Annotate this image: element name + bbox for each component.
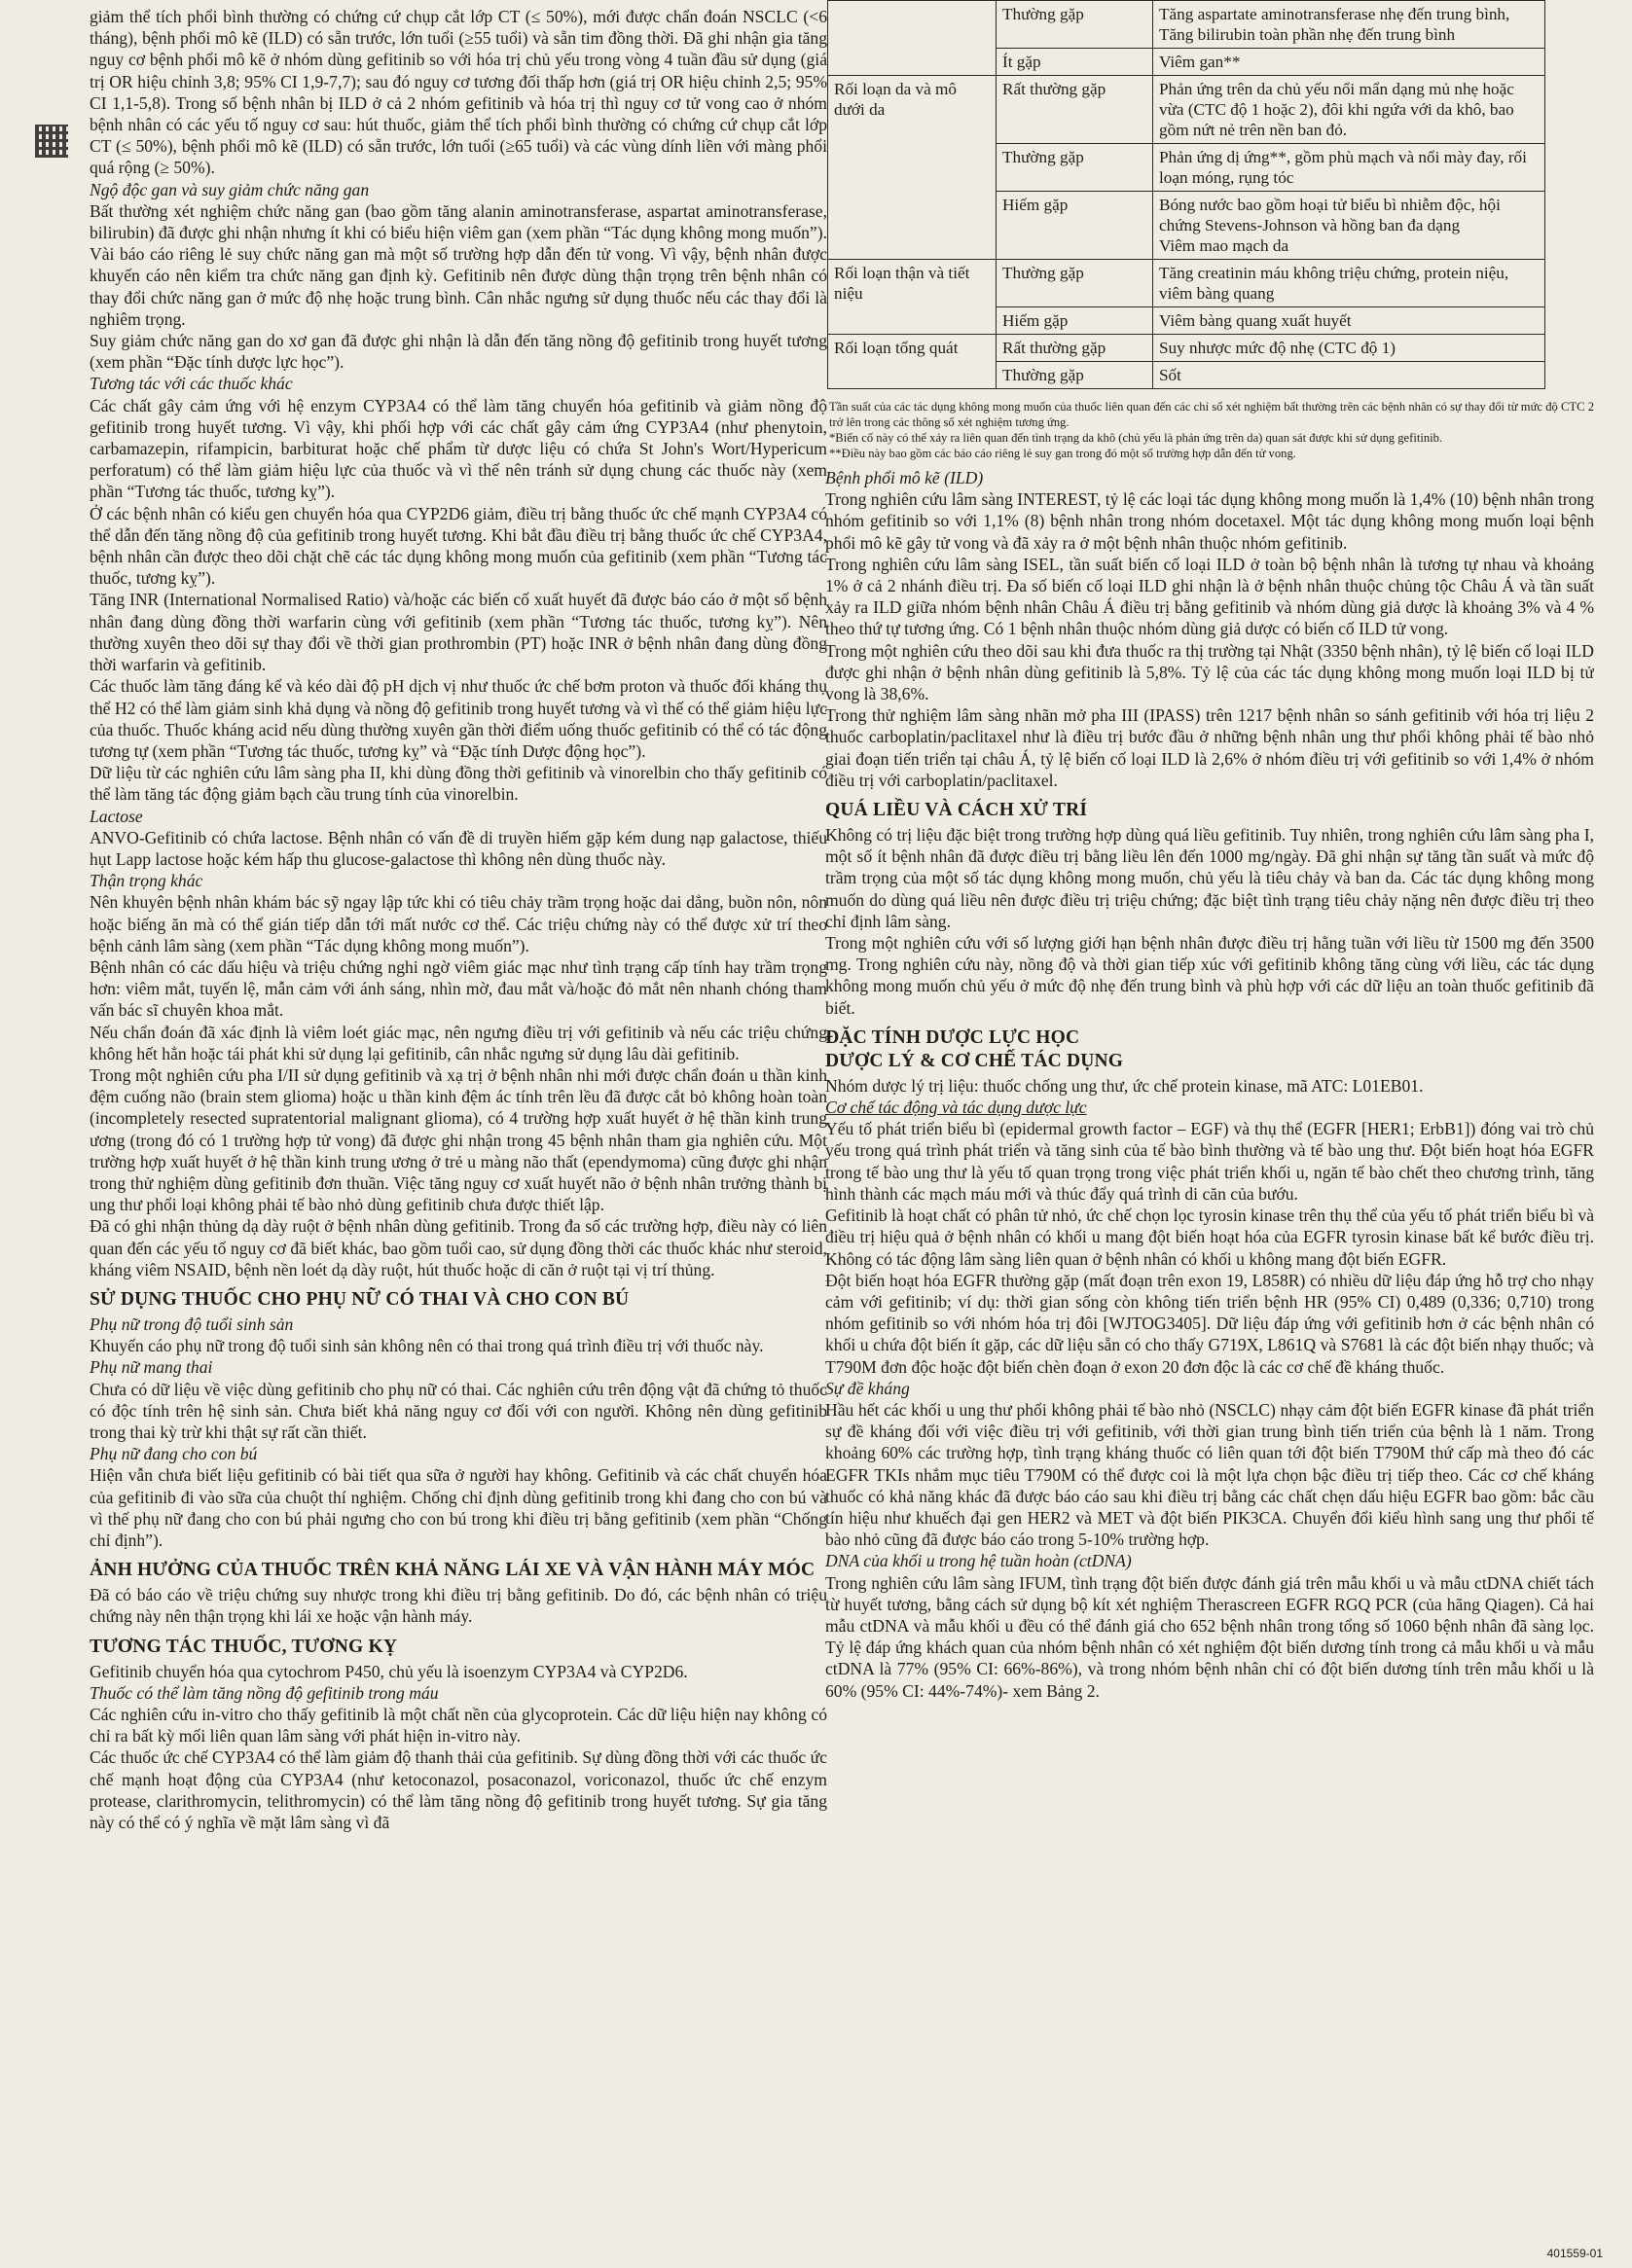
paragraph: Trong một nghiên cứu pha I/II sử dụng gefitinib và xạ trị ở bệnh nhân nhi mới được chẩn đoán u thần kinh đệm cuống não (brain stem glioma) hoặc u thần kinh đệm ác tính trên lều đã được cắt bỏ không hoàn toàn (incompletely resected supratentorial malignant glioma), có 4 trường hợp xuất huyết ở hệ thần kinh trung ương (trong đó có 1 trường hợp tử vong) đã được ghi nhận trong 45 bệnh nhân tham gia nghiên cứu. Một trường hợp xuất huyết ở hệ thần kinh trung ương ở trẻ u màng não thất (ependymoma) cũng được ghi nhận trong thử nghiệm dùng gefitinib đơn thuần. Việc tăng nguy cơ xuất huyết não ở bệnh nhân trưởng thành bị ung thư phổi loại không phải tế bào nhỏ dùng gefitinib chưa được thiết lập. (90, 1064, 827, 1215)
paragraph: Các chất gây cảm ứng với hệ enzym CYP3A4 có thể làm tăng chuyển hóa gefitinib và giảm nồng độ gefitinib trong huyết tương. Vì vậy, khi phối hợp với các chất gây cảm ứng CYP3A4 (như phenytoin, carbamazepin, rifampicin, barbiturat hoặc chế phẩm từ dược liệu có chứa St John's Wort/Hypericum perforatum) có thể làm giảm hiệu lực của thuốc và vì thế nên tránh sử dụng chung các thuốc này (xem phần “Tương tác thuốc, tương kỵ”). (90, 395, 827, 502)
effect-cell: Tăng creatinin máu không triệu chứng, protein niệu, viêm bàng quang (1153, 260, 1545, 307)
subheading-mechanism: Cơ chế tác động và tác dụng dược lực (825, 1098, 1087, 1118)
heading-pregnancy: SỬ DỤNG THUỐC CHO PHỤ NỮ CÓ THAI VÀ CHO CON BÚ (90, 1288, 630, 1310)
paragraph: Gefitinib là hoạt chất có phân tử nhỏ, ức chế chọn lọc tyrosin kinase trên thụ thể của yếu tố phát triển biểu bì và điều trị hiệu quả ở bệnh nhân có khối u mang đột biến hoạt hóa của EGFR tyrosin kinase bất kể bước điều trị. Không có tác động lâm sàng liên quan ở bệnh nhân có khối u không mang đột biến EGFR. (825, 1206, 1594, 1269)
liver-text (90, 200, 827, 374)
frequency-cell: Thường gặp (997, 144, 1153, 192)
interaction-text (90, 395, 827, 806)
subheading-reproductive-age: Phụ nữ trong độ tuổi sinh sản (90, 1314, 294, 1334)
repro-text (90, 1335, 827, 1356)
paragraph: Nếu chẩn đoán đã xác định là viêm loét giác mạc, nên ngưng điều trị với gefitinib và nếu các triệu chứng không hết hẳn hoặc tái phát khi sử dụng lại gefitinib, cân nhắc ngưng sử dụng lâu dài gefitinib. (90, 1022, 827, 1063)
frequency-cell: Rất thường gặp (997, 76, 1153, 144)
subheading-increase-level: Thuốc có thể làm tăng nồng độ gefitinib trong máu (90, 1682, 439, 1703)
effect-cell: Viêm bàng quang xuất huyết (1153, 307, 1545, 335)
frequency-cell: Thường gặp (997, 362, 1153, 389)
paragraph: *Biến cố này có thể xảy ra liên quan đến tình trạng da khô (chủ yếu là phản ứng trên da) quan sát được khi sử dụng gefitinib. (829, 431, 1443, 445)
paragraph: Nên khuyên bệnh nhân khám bác sỹ ngay lập tức khi có tiêu chảy trầm trọng hoặc dai dẳng, buồn nôn, nôn hoặc biếng ăn mà có thể gián tiếp dẫn tới mất nước cơ thể. Các triệu chứng này có thể được xử trí theo bệnh cảnh lâm sàng (xem phần “Tác dụng không mong muốn”). (90, 892, 827, 955)
driving-text (90, 1584, 827, 1627)
paragraph: Trong thử nghiệm lâm sàng nhãn mở pha III (IPASS) trên 1217 bệnh nhân so sánh gefitinib với hóa trị liệu 2 thuốc carboplatin/paclitaxel như là điều trị bước đầu ở những bệnh nhân ung thư phổi không phải tế bào nhỏ giai đoạn tiến triển tại châu Á, tỷ lệ biến cố loại ILD là 2,6% ở nhóm điều trị với gefitinib so với 1,4% ở nhóm điều trị với carboplatin/paclitaxel. (825, 705, 1594, 790)
ild-risk-text (90, 6, 827, 179)
paragraph: Các thuốc làm tăng đáng kể và kéo dài độ pH dịch vị như thuốc ức chế bơm proton và thuốc đối kháng thụ thể H2 có thể làm giảm sinh khả dụng và nồng độ gefitinib trong huyết tương và vì thế có thể giảm hiệu lực của thuốc. Thuốc kháng acid nếu dùng thường xuyên gần thời điểm uống thuốc gefitinib có thể có tác động tương tự (xem phần “Tương tác thuốc, tương kỵ” và “Đặc tính Dược động học”). (90, 676, 827, 761)
interactions-text (90, 1661, 827, 1682)
paragraph: Gefitinib chuyển hóa qua cytochrom P450, chủ yếu là isoenzym CYP3A4 và CYP2D6. (90, 1661, 688, 1681)
table-row (828, 335, 1545, 362)
datamatrix-code-icon (35, 125, 68, 158)
pregnant-text (90, 1379, 827, 1444)
adverse-effects-table (827, 0, 1545, 389)
paragraph: Hầu hết các khối u ung thư phổi không phải tế bào nhỏ (NSCLC) nhạy cảm đột biến EGFR kinase đã phát triển sự đề kháng đối với việc điều trị với gefitinib, với thời gian trung bình tiến triển của bệnh là 1 năm. Trong khoảng 60% các trường hợp, tình trạng kháng thuốc có liên quan tới đột biến T790M thứ cấp mà theo đó các EGFR TKIs nhắm mục tiêu T790M có thể được coi là một lựa chọn bậc điều trị tiếp theo. Các cơ chế kháng thuốc có khả năng khác đã được báo cáo sau khi điều trị bằng các chất chẹn dấu hiệu EGFR bao gồm: bắc cầu tín hiệu như khuếch đại gen HER2 và MET và đột biến PIK3CA. Chuyển đổi kiểu hình sang ung thư phổi tế bào nhỏ cũng đã được báo cáo trong 5-10% trường hợp. (825, 1399, 1594, 1550)
effect-cell: Suy nhược mức độ nhẹ (CTC độ 1) (1153, 335, 1545, 362)
paragraph: Ở các bệnh nhân có kiểu gen chuyển hóa qua CYP2D6 giảm, điều trị bằng thuốc ức chế mạnh CYP3A4 có thể dẫn đến tăng nồng độ của gefitinib trong huyết tương. Khi bắt đầu điều trị bằng thuốc ức chế CYP3A4, bệnh nhân cần được theo dõi chặt chẽ các tác dụng không mong muốn của gefitinib (xem phần “Tương tác thuốc, tương kỵ”). (90, 503, 827, 589)
paragraph: Đã có ghi nhận thủng dạ dày ruột ở bệnh nhân dùng gefitinib. Trong đa số các trường hợp, điều này có liên quan đến các yếu tố nguy cơ đã biết khác, bao gồm tuổi cao, sử dụng đồng thời các thuốc khác như steroid, kháng viêm NSAID, bệnh nền loét dạ dày ruột, hút thuốc hoặc di căn ở ruột tại vị trí thủng. (90, 1216, 827, 1279)
mechanism-text (825, 1118, 1594, 1377)
paragraph: giảm thể tích phổi bình thường có chứng cứ chụp cắt lớp CT (≤ 50%), mới được chẩn đoán NSCLC (<6 tháng), bệnh phổi mô kẽ (ILD) có sẵn trước, lớn tuổi (≥55 tuổi) và sẵn tim đồng thời. Đã ghi nhận gia tăng nguy cơ bệnh phổi mô kẽ ở nhóm dùng gefitinib so với hóa trị chủ yếu trong vòng 4 tuần đầu sử dụng (giá trị OR hiệu chỉnh 3,8; 95% CI 1,9-7,7); sau đó nguy cơ tương đối thấp hơn (giá trị OR hiệu chỉnh 2,5; 95% CI 1,1-5,8). Trong số bệnh nhân bị ILD ở cả 2 nhóm gefitinib và hóa trị thì nguy cơ tử vong cao ở nhóm bệnh nhân có các yếu tố nguy cơ sau: hút thuốc, giảm thể tích phổi bình thường có chứng cứ chụp cắt lớp CT (≤ 50%), bệnh phổi mô kẽ (ILD) có sẵn trước, lớn tuổi (≥65 tuổi) và các vùng dính liền với màng phổi quá rộng (≥ 50%). (90, 7, 827, 178)
effect-cell: Viêm gan** (1153, 49, 1545, 76)
heading-overdose: QUÁ LIỀU VÀ CÁCH XỬ TRÍ (825, 800, 1088, 821)
frequency-cell: Rất thường gặp (997, 335, 1153, 362)
increase-text (90, 1704, 827, 1833)
frequency-cell: Hiếm gặp (997, 192, 1153, 260)
overdose-text (825, 824, 1594, 1019)
paragraph: Đột biến hoạt hóa EGFR thường gặp (mất đoạn trên exon 19, L858R) có nhiều dữ liệu đáp ứng hỗ trợ cho nhạy cảm với gefitinib; ví dụ: thời gian sống còn không tiến triển bệnh HR (95% CI) 0,489 (0,336; 0,710) trong nhóm gefitinib so với nhóm hóa trị đôi [WJTOG3405]. Dữ liệu đáp ứng với gefitinib hơn ở các bệnh nhân có khối u chứa đột biến ít gặp, các dữ liệu sẵn có cho thấy G719X, L861Q và S7681 là các đột biến nhạy thuốc; và T790M đơn độc hoặc đột biến chèn đoạn ở exon 20 đơn độc là các cơ chế đề kháng thuốc. (825, 1270, 1594, 1377)
paragraph: Dữ liệu từ các nghiên cứu lâm sàng pha II, khi dùng đồng thời gefitinib và vinorelbin cho thấy gefitinib có thể làm tăng tác động giảm bạch cầu trung tính của vinorelbin. (90, 763, 827, 805)
frequency-cell: Ít gặp (997, 49, 1153, 76)
table-row (828, 1, 1545, 49)
left-column (90, 6, 827, 1833)
subheading-ctdna: DNA của khối u trong hệ tuần hoàn (ctDNA) (825, 1551, 1132, 1571)
paragraph: Suy giảm chức năng gan do xơ gan đã được ghi nhận là dẫn đến tăng nồng độ gefitinib trong huyết tương (xem phần “Đặc tính dược lực học”). (90, 331, 827, 373)
paragraph: Tăng INR (International Normalised Ratio) và/hoặc các biến cố xuất huyết đã được báo cáo ở một số bệnh nhân đang dùng đồng thời warfarin cùng với gefitinib (xem phần “Tương tác thuốc, tương kỵ”). Nên thường xuyên theo dõi sự thay đổi về thời gian prothrombin (PT) hoặc INR ở bệnh nhân đang dùng đồng thời warfarin và gefitinib. (90, 590, 827, 675)
effect-cell: Sốt (1153, 362, 1545, 389)
paragraph: Trong nghiên cứu lâm sàng ISEL, tần suất biến cố loại ILD ở toàn bộ bệnh nhân là tương tự nhau và khoảng 1% ở cả 2 nhánh điều trị. Đa số biến cố loại ILD ghi nhận là ở bệnh nhân thuộc chủng tộc Châu Á và tần suất xảy ra ILD giữa nhóm bệnh nhân Châu Á điều trị bằng gefitinib và nhóm dùng giả dược là khoảng 3% và 4 % theo thứ tự tương ứng. Có 1 bệnh nhân thuộc nhóm dùng giả dược có biến cố ILD tử vong. (825, 554, 1594, 639)
organ-class-cell: Rối loạn da và mô dưới da (828, 76, 997, 260)
paragraph: Trong nghiên cứu lâm sàng INTEREST, tỷ lệ các loại tác dụng không mong muốn là 1,4% (10) bệnh nhân trong nhóm gefitinib so với 1,1% (8) bệnh nhân trong nhóm docetaxel. Một tác dụng không mong muốn loại bệnh phổi mô kẽ gây tử vong và đã xảy ra ở một bệnh nhân thuộc nhóm gefitinib. (825, 489, 1594, 553)
lactose-text (90, 827, 827, 870)
heading-driving: ẢNH HƯỞNG CỦA THUỐC TRÊN KHẢ NĂNG LÁI XE VÀ VẬN HÀNH MÁY MÓC (90, 1560, 816, 1581)
document-code: 401559-01 (1546, 2247, 1603, 2260)
subheading-liver: Ngộ độc gan và suy giảm chức năng gan (90, 179, 370, 199)
paragraph: Các nghiên cứu in-vitro cho thấy gefitinib là một chất nền của glycoprotein. Các dữ liệu hiện nay không có chỉ ra bất kỳ mối liên quan lâm sàng với phát hiện in-vitro này. (90, 1705, 827, 1746)
table-row (828, 76, 1545, 144)
subheading-ild: Bệnh phổi mô kẽ (ILD) (825, 468, 984, 487)
resistance-text (825, 1399, 1594, 1550)
paragraph: Bệnh nhân có các dấu hiệu và triệu chứng nghi ngờ viêm giác mạc như tình trạng cấp tính hay trầm trọng hơn: viêm mắt, tuyến lệ, mẫn cảm với ánh sáng, nhìn mờ, đau mắt và/hoặc đỏ mắt nên nhanh chóng tham vấn bác sĩ chuyên khoa mắt. (90, 956, 827, 1021)
effect-cell: Bóng nước bao gồm hoại tử biểu bì nhiễm độc, hội chứng Stevens-Johnson và hồng ban đa dạng Viêm mao mạch da (1153, 192, 1545, 260)
heading-pharmacology: DƯỢC LÝ & CƠ CHẾ TÁC DỤNG (825, 1050, 1124, 1071)
lactation-text (90, 1464, 827, 1551)
effect-cell: Phản ứng trên da chủ yếu nổi mẩn dạng mủ nhẹ hoặc vừa (CTC độ 1 hoặc 2), đôi khi ngứa với da khô, bao gồm nứt nẻ trên nền ban đỏ. (1153, 76, 1545, 144)
paragraph: Bất thường xét nghiệm chức năng gan (bao gồm tăng alanin aminotransferase, aspartat aminotransferase, bilirubin) đã được ghi nhận nhưng ít khi có biểu hiện viêm gan (xem phần “Tác dụng không mong muốn”). Vài báo cáo riêng lẻ suy chức năng gan mà một số trường hợp dẫn đến tử vong. Vì vậy, bệnh nhân được khuyến cáo nên kiểm tra chức năng gan định kỳ. Gefitinib nên được dùng thận trọng trên bệnh nhân có thay đổi chức năng gan ở mức độ nhẹ hoặc trung bình. Cân nhắc ngưng sử dụng thuốc nếu các thay đổi là nghiêm trọng. (90, 200, 827, 329)
ild-text (825, 488, 1594, 791)
paragraph: Trong nghiên cứu lâm sàng IFUM, tình trạng đột biến được đánh giá trên mẫu khối u và mẫu ctDNA chiết tách từ huyết tương, bằng cách sử dụng bộ kít xét nghiệm Therascreen EGFR RGQ PCR (của hãng Qiagen). Cả hai mẫu ctDNA và mẫu khối u đều có thể đánh giá cho 652 bệnh nhân trong tổng số 1060 bệnh nhân đã sàng lọc. Tỷ lệ đáp ứng khách quan của nhóm bệnh nhân có xét nghiệm đột biến dương tính trong cả mẫu khối u và mẫu ctDNA là 77% (95% CI: 66%-86%), và trong nhóm bệnh nhân chỉ có đột biến dương tính trên mẫu khối u là 60% (95% CI: 44%-74%)- xem Bảng 2. (825, 1572, 1594, 1701)
paragraph: Không có trị liệu đặc biệt trong trường hợp dùng quá liều gefitinib. Tuy nhiên, trong nghiên cứu lâm sàng pha I, một số ít bệnh nhân đã được điều trị bằng liều lên đến 1000 mg/ngày. Đã ghi nhận sự tăng tần suất và mức độ trầm trọng của một số tác dụng không mong muốn, chủ yếu là tiêu chảy và ban da. Các tác dụng không mong muốn do dùng quá liều nên được điều trị triệu chứng; đặc biệt tình trạng tiêu chảy nặng nên được điều trị theo chỉ định lâm sàng. (825, 825, 1594, 931)
paragraph: Chưa có dữ liệu về việc dùng gefitinib cho phụ nữ có thai. Các nghiên cứu trên động vật đã chứng tỏ thuốc có độc tính trên hệ sinh sản. Chưa biết khả năng nguy cơ đối với con người. Không nên dùng gefitinib trong thai kỳ trừ khi thật sự rất cần thiết. (90, 1379, 827, 1442)
caution-text (90, 891, 827, 1280)
pharm-group-text (825, 1075, 1594, 1097)
table-notes (829, 399, 1594, 461)
paragraph: Yếu tố phát triển biểu bì (epidermal growth factor – EGF) và thụ thể (EGFR [HER1; ErbB1]) đóng vai trò chủ yếu trong quá trình phát triển và tăng sinh của tế bào bình thường và tế bào ung thư. Đột biến hoạt hóa EGFR trong tế bào ung thư là yếu tố quan trọng trong việc phát triển khối u, ngăn tế bào chết theo chương trình, tăng hình thành các mạch máu mới và thúc đẩy quá trình di căn của bướu. (825, 1119, 1594, 1204)
paragraph: ANVO-Gefitinib có chứa lactose. Bệnh nhân có vấn đề di truyền hiếm gặp kém dung nạp galactose, thiếu hụt Lapp lactose hoặc kém hấp thu glucose-galactose thì không nên dùng thuốc này. (90, 827, 827, 869)
heading-interactions: TƯƠNG TÁC THUỐC, TƯƠNG KỴ (90, 1636, 398, 1657)
paragraph: Các thuốc ức chế CYP3A4 có thể làm giảm độ thanh thải của gefitinib. Sự dùng đồng thời với các thuốc ức chế mạnh hoạt động của CYP3A4 (như ketoconazol, posaconazol, voriconazol, thuốc ức chế enzym protease, clarithromycin, telithromycin) có thể làm tăng nồng độ gefitinib trong huyết tương. Sự gia tăng này có thể có ý nghĩa về mặt lâm sàng vì đã (90, 1747, 827, 1833)
paragraph: Hiện vẫn chưa biết liệu gefitinib có bài tiết qua sữa ở người hay không. Gefitinib và các chất chuyển hóa của gefitinib đi vào sữa của chuột thí nghiệm. Chống chỉ định dùng gefitinib trong khi đang cho con bú và vì thế phụ nữ đang cho con bú phải ngưng cho con bú trong khi điều trị bằng gefitinib (xem phần “Chống chỉ định”). (90, 1465, 827, 1551)
paragraph: Tần suất của các tác dụng không mong muốn của thuốc liên quan đến các chỉ số xét nghiệm bất thường trên các bệnh nhân có sự thay đổi từ mức độ CTC 2 trở lên trong các thông số xét nghiệm tương ứng. (829, 400, 1594, 429)
effect-cell: Tăng aspartate aminotransferase nhẹ đến trung bình, Tăng bilirubin toàn phần nhẹ đến trung bình (1153, 1, 1545, 49)
subheading-drug-interaction: Tương tác với các thuốc khác (90, 374, 293, 394)
paragraph: Đã có báo cáo về triệu chứng suy nhược trong khi điều trị bằng gefitinib. Do đó, các bệnh nhân có triệu chứng này nên thận trọng khi lái xe hoặc vận hành máy. (90, 1585, 827, 1627)
frequency-cell: Thường gặp (997, 1, 1153, 49)
subheading-other-caution: Thận trọng khác (90, 871, 203, 891)
subheading-resistance: Sự đề kháng (825, 1378, 910, 1398)
organ-class-cell (828, 1, 997, 76)
ctdna-text (825, 1572, 1594, 1702)
paragraph: Trong một nghiên cứu với số lượng giới hạn bệnh nhân được điều trị hằng tuần với liều từ 1500 mg đến 3500 mg. Trong nghiên cứu này, nồng độ và thời gian tiếp xúc với gefitinib không tăng cùng với liều, các tác dụng không mong muốn chủ yếu ở mức độ nhẹ đến trung bình và phù hợp với các dữ liệu an toàn thuốc gefitinib đã biết. (825, 933, 1594, 1018)
table-row (828, 260, 1545, 307)
heading-pharmacodynamics: ĐẶC TÍNH DƯỢC LỰC HỌC (825, 1026, 1080, 1048)
organ-class-cell: Rối loạn thận và tiết niệu (828, 260, 997, 335)
paragraph: **Điều này bao gồm các báo cáo riêng lẻ suy gan trong đó một số trường hợp dẫn đến tử vong. (829, 447, 1296, 460)
organ-class-cell: Rối loạn tổng quát (828, 335, 997, 389)
subheading-lactation: Phụ nữ đang cho con bú (90, 1444, 258, 1464)
subheading-lactose: Lactose (90, 806, 143, 826)
frequency-cell: Thường gặp (997, 260, 1153, 307)
paragraph: Khuyến cáo phụ nữ trong độ tuổi sinh sản không nên có thai trong quá trình điều trị với thuốc này. (90, 1336, 764, 1356)
subheading-pregnant: Phụ nữ mang thai (90, 1357, 213, 1378)
paragraph: Nhóm dược lý trị liệu: thuốc chống ung thư, ức chế protein kinase, mã ATC: L01EB01. (825, 1075, 1424, 1096)
frequency-cell: Hiếm gặp (997, 307, 1153, 335)
paragraph: Trong một nghiên cứu theo dõi sau khi đưa thuốc ra thị trường tại Nhật (3350 bệnh nhân), tỷ lệ biến cố loại ILD được ghi nhận ở bệnh nhân dùng gefitinib là 5,8%. Tỷ lệ của các tác dụng không mong muốn loại ILD bị tử vong là 38,6%. (825, 640, 1594, 704)
right-column (825, 0, 1594, 1702)
effect-cell: Phản ứng dị ứng**, gồm phù mạch và nổi mày đay, rối loạn móng, rụng tóc (1153, 144, 1545, 192)
